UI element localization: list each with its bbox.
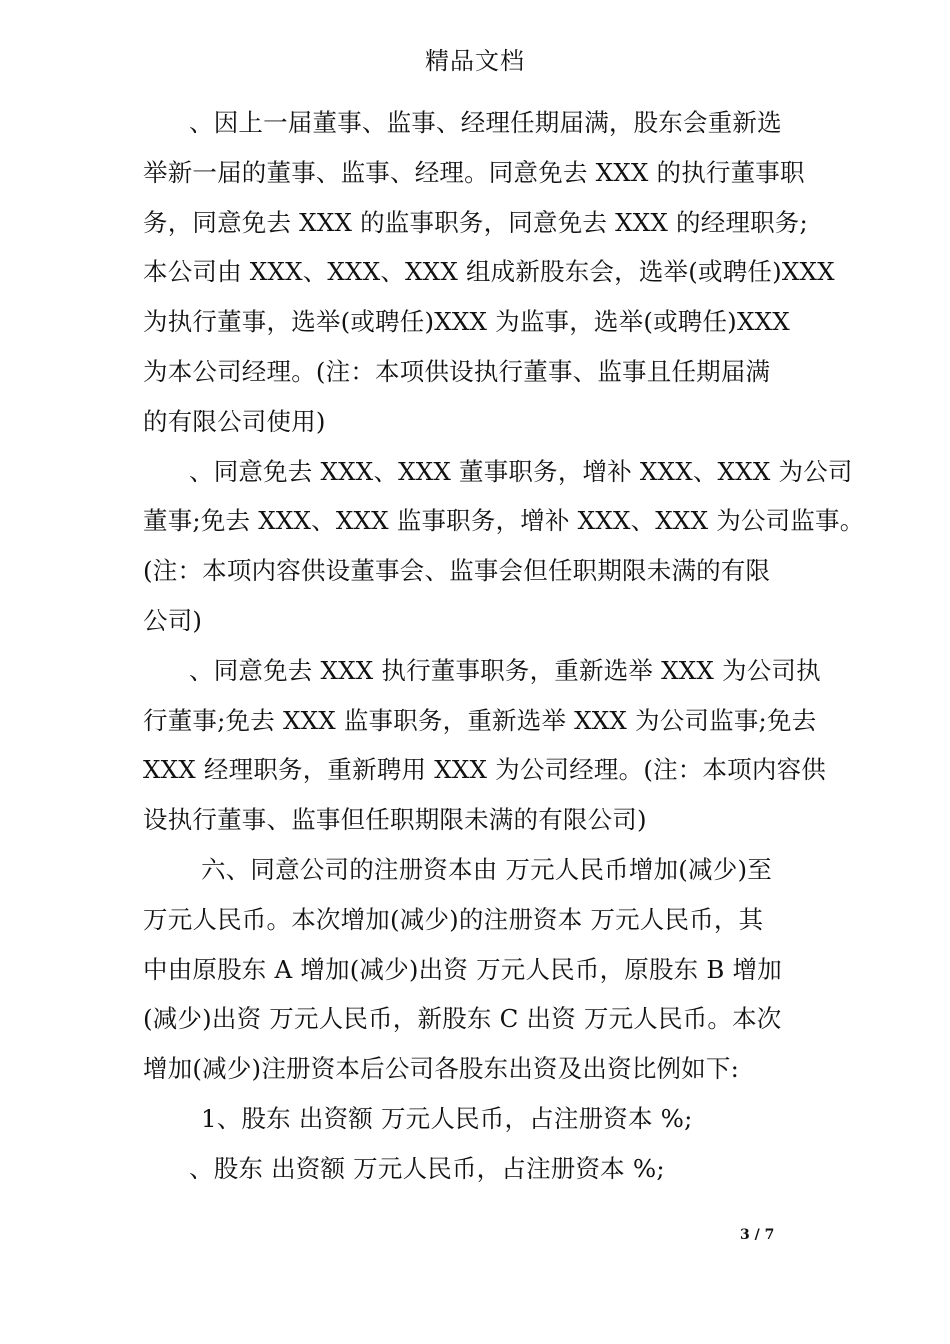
document-body [143,98,865,1194]
page-header-title: 精品文档 [425,47,525,75]
text-line: 务，同意免去 XXX 的监事职务，同意免去 XXX 的经理职务; [143,207,808,237]
text-line: 为执行董事，选举(或聘任)XXX 为监事，选举(或聘任)XXX [143,307,790,337]
text-line: 、同意免去 XXX、XXX 董事职务，增补 XXX、XXX 为公司 [189,456,853,486]
text-line: XXX 经理职务，重新聘用 XXX 为公司经理。(注：本项内容供 [143,755,826,785]
text-line: 增加(减少)注册资本后公司各股东出资及出资比例如下: [143,1054,740,1084]
text-line: 举新一届的董事、监事、经理。同意免去 XXX 的执行董事职 [143,157,805,187]
text-line: 、因上一届董事、监事、经理任期届满，股东会重新选 [189,108,782,137]
text-line: 的有限公司使用) [143,406,326,436]
page-number: 3 / 7 [740,1227,775,1243]
text-line: 为本公司经理。(注：本项供设执行董事、监事且任期届满 [143,356,771,386]
text-line: 董事;免去 XXX、XXX 监事职务，增补 XXX、XXX 为公司监事。 [143,506,865,536]
text-line: 中由原股东 A 增加(减少)出资 万元人民币，原股东 B 增加 [143,954,782,984]
text-line: 、同意免去 XXX 执行董事职务，重新选举 XXX 为公司执 [189,655,821,685]
text-line: 1、股东 出资额 万元人民币，占注册资本 %; [201,1103,693,1133]
text-line: 本公司由 XXX、XXX、XXX 组成新股东会，选举(或聘任)XXX [143,257,835,287]
text-line: 行董事;免去 XXX 监事职务，重新选举 XXX 为公司监事;免去 [143,705,817,735]
text-line: 、股东 出资额 万元人民币，占注册资本 %; [189,1153,665,1183]
text-line: 万元人民币。本次增加(减少)的注册资本 万元人民币，其 [143,904,764,934]
text-line: 设执行董事、监事但任职期限未满的有限公司) [143,805,647,835]
text-line: (减少)出资 万元人民币，新股东 C 出资 万元人民币。本次 [143,1004,782,1034]
text-line: 公司) [143,605,203,635]
text-line: (注：本项内容供设董事会、监事会但任职期限未满的有限 [143,556,771,586]
text-line: 六、同意公司的注册资本由 万元人民币增加(减少)至 [201,854,772,884]
